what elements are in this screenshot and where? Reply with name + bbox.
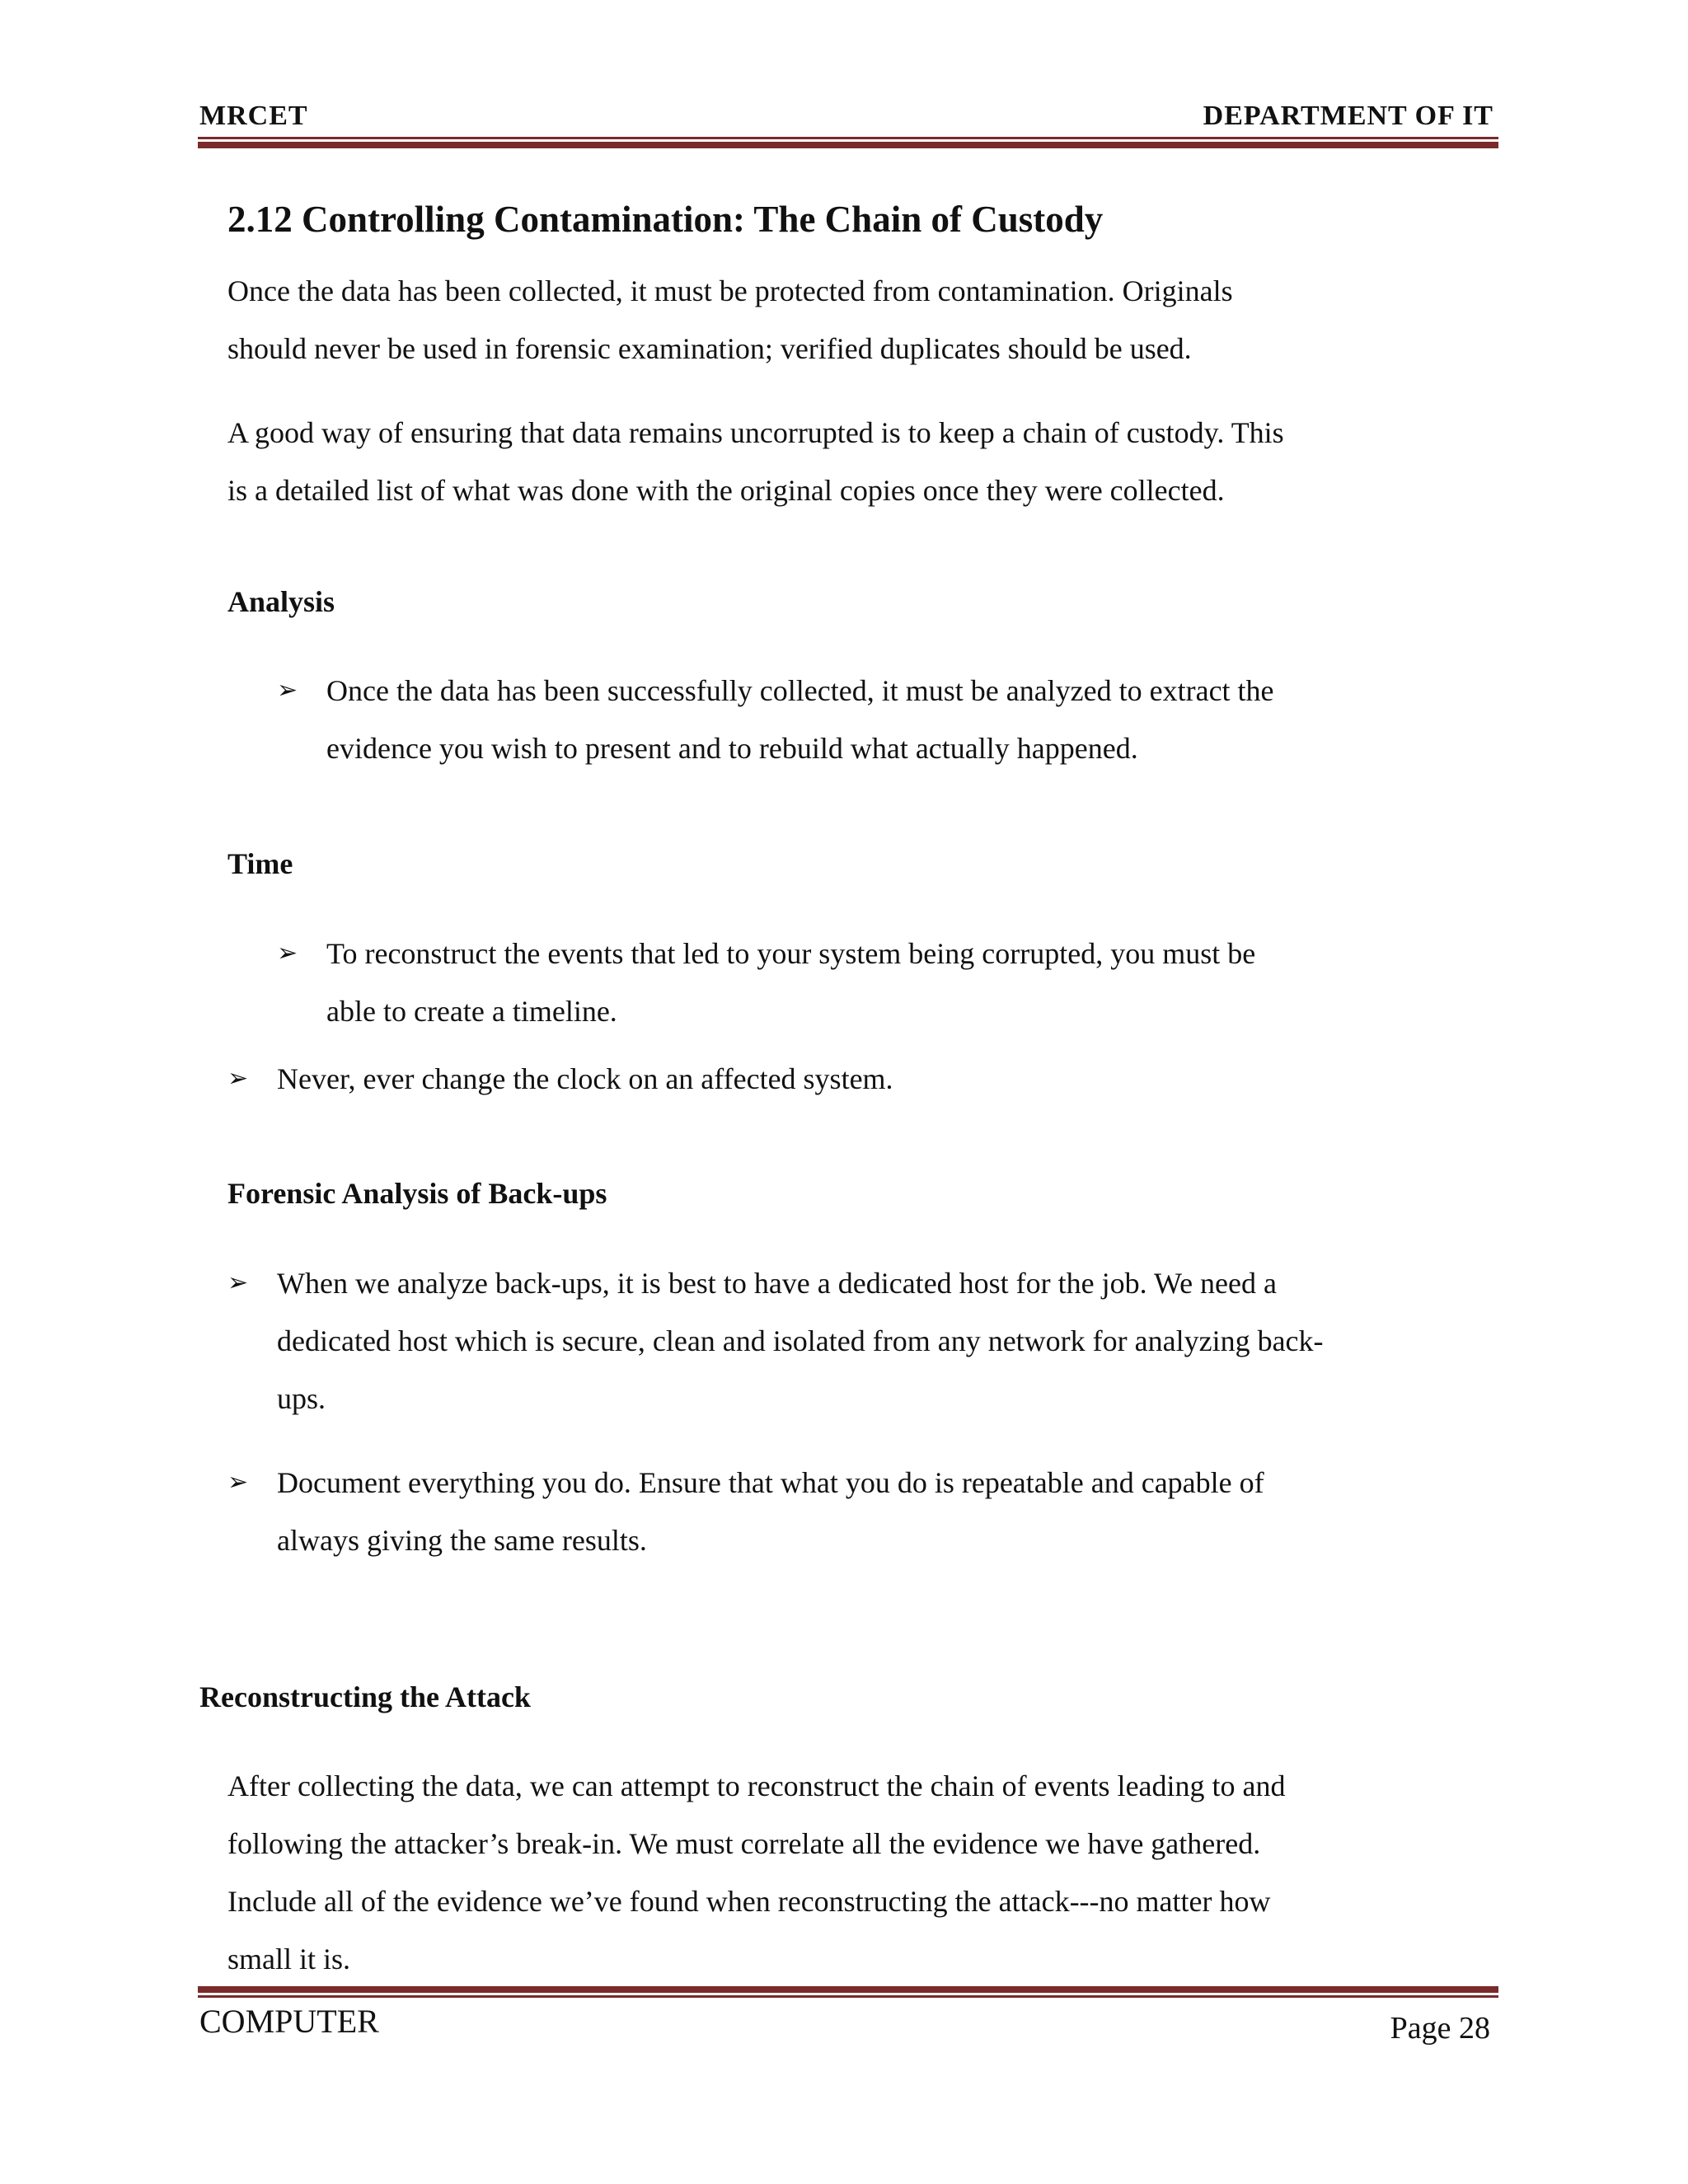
- analysis-bullet: [277, 662, 1456, 777]
- header-rule-thick: [198, 142, 1498, 148]
- arrow-bullet-icon: ➢: [277, 676, 298, 705]
- header-department: DEPARTMENT OF IT: [1203, 101, 1493, 131]
- bullet-line: evidence you wish to present and to rebuild what actually happened.: [326, 732, 1138, 765]
- subheading-backups: Forensic Analysis of Back-ups: [227, 1177, 607, 1210]
- paragraph-line: is a detailed list of what was done with the original copies once they were collected.: [227, 474, 1225, 507]
- backups-bullet-1: [227, 1254, 1461, 1427]
- bullet-line: ups.: [277, 1382, 326, 1415]
- paragraph-line: small it is.: [227, 1943, 351, 1975]
- header-rule-thin: [198, 137, 1498, 139]
- footer-rule-thick: [198, 1986, 1498, 1993]
- arrow-bullet-icon: ➢: [277, 939, 298, 968]
- header-institution: MRCET: [199, 101, 308, 131]
- paragraph-line: After collecting the data, we can attempt to reconstruct the chain of events leading to and: [227, 1769, 1286, 1802]
- time-bullet-2: [227, 1050, 1447, 1108]
- footer-course: COMPUTER: [199, 2003, 379, 2040]
- page-number: Page 28: [1390, 2011, 1490, 2046]
- section-title: 2.12 Controlling Contamination: The Chain of Custody: [227, 199, 1104, 240]
- subheading-time: Time: [227, 847, 293, 880]
- bullet-line: When we analyze back-ups, it is best to have a dedicated host for the job. We need a: [277, 1267, 1277, 1300]
- arrow-bullet-icon: ➢: [227, 1468, 249, 1497]
- paragraph-line: following the attacker’s break-in. We must correlate all the evidence we have gathered.: [227, 1827, 1261, 1860]
- footer-rule-thin: [198, 1995, 1498, 1998]
- backups-bullet-2: [227, 1454, 1461, 1569]
- intro-paragraph-1: [227, 262, 1464, 377]
- reconstruct-paragraph: [227, 1757, 1461, 1988]
- intro-paragraph-2: [227, 404, 1464, 519]
- bullet-line: Document everything you do. Ensure that what you do is repeatable and capable of: [277, 1466, 1264, 1499]
- paragraph-line: A good way of ensuring that data remains uncorrupted is to keep a chain of custody. This: [227, 416, 1284, 449]
- arrow-bullet-icon: ➢: [227, 1064, 249, 1093]
- time-bullet-1: [277, 925, 1456, 1040]
- bullet-line: To reconstruct the events that led to your system being corrupted, you must be: [326, 937, 1256, 970]
- bullet-line: always giving the same results.: [277, 1524, 647, 1557]
- bullet-line: Never, ever change the clock on an affected system.: [277, 1062, 893, 1095]
- subheading-reconstructing: Reconstructing the Attack: [199, 1680, 531, 1713]
- paragraph-line: Include all of the evidence we’ve found when reconstructing the attack---no matter how: [227, 1885, 1271, 1918]
- bullet-line: Once the data has been successfully collected, it must be analyzed to extract the: [326, 674, 1274, 707]
- subheading-analysis: Analysis: [227, 585, 335, 618]
- bullet-line: dedicated host which is secure, clean and isolated from any network for analyzing back-: [277, 1324, 1324, 1357]
- bullet-line: able to create a timeline.: [326, 995, 617, 1028]
- paragraph-line: should never be used in forensic examination; verified duplicates should be used.: [227, 332, 1192, 365]
- paragraph-line: Once the data has been collected, it must be protected from contamination. Originals: [227, 274, 1233, 307]
- arrow-bullet-icon: ➢: [227, 1268, 249, 1297]
